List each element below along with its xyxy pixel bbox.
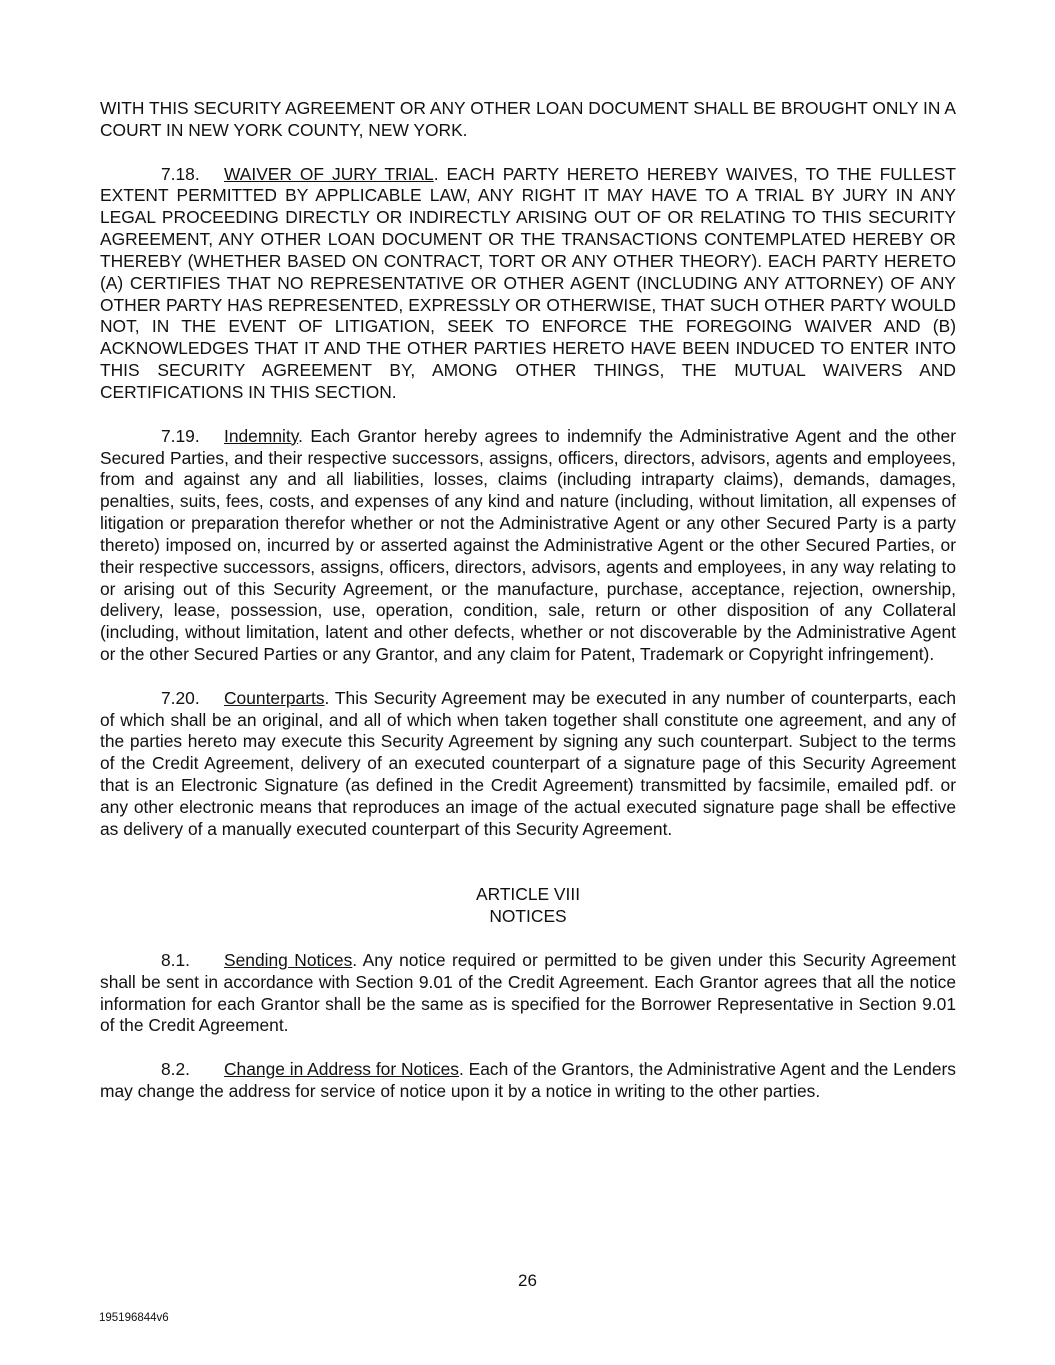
article-title: ARTICLE VIII <box>475 884 581 905</box>
section-8-2 <box>100 1059 956 1103</box>
section-body: . EACH PARTY HERETO HEREBY WAIVES, TO THE FULLEST EXTENT PERMITTED BY APPLICABLE LAW, ANY RIGHT IT MAY HAVE TO A TRIAL BY JURY IN ANY LEGAL PROCEEDING DIRECTLY OR INDIRECTLY ARISING OUT OF OR RELATING TO THIS SECURITY AGREEMENT, ANY OTHER LOAN DOCUMENT OR THE TRANSACTIONS CONTEMPLATED HEREBY OR THEREBY (WHETHER BASED ON CONTRACT, TORT OR ANY OTHER THEORY). EACH PARTY HERETO (A) CERTIFIES THAT NO REPRESENTATIVE OR OTHER AGENT (INCLUDING ANY ATTORNEY) OF ANY OTHER PARTY HAS REPRESENTED, EXPRESSLY OR OTHERWISE, THAT SUCH OTHER PARTY WOULD NOT, IN THE EVENT OF LITIGATION, SEEK TO ENFORCE THE FOREGOING WAIVER AND (B) ACKNOWLEDGES THAT IT AND THE OTHER PARTIES HERETO HAVE BEEN INDUCED TO ENTER INTO THIS SECURITY AGREEMENT BY, AMONG OTHER THINGS, THE MUTUAL WAIVERS AND CERTIFICATIONS IN THIS SECTION. <box>100 163 956 402</box>
section-heading: Change in Address for Notices <box>224 1059 459 1080</box>
document-id: 195196844v6 <box>99 1312 169 1324</box>
section-body: . This Security Agreement may be executed in any number of counterparts, each of which shall be an original, and all of which when taken together shall constitute one agreement, and any of the parties hereto may execute this Security Agreement by signing any such counterpart. Subject to the terms of the Credit Agreement, delivery of an executed counterpart of a signature page of this Security Agreement that is an Electronic Signature (as defined in the Credit Agreement) transmitted by facsimile, emailed pdf. or any other electronic means that reproduces an image of the actual executed signature page shall be effective as delivery of a manually executed counterpart of this Security Agreement. <box>100 687 956 839</box>
continuation-paragraph: WITH THIS SECURITY AGREEMENT OR ANY OTHER LOAN DOCUMENT SHALL BE BROUGHT ONLY IN A COURT IN NEW YORK COUNTY, NEW YORK. <box>100 98 956 140</box>
section-body: . Any notice required or permitted to be given under this Security Agreement shall be sent in accordance with Section 9.01 of the Credit Agreement. Each Grantor agrees that all the notice information for each Grantor shall be the same as is specified for the Borrower Representative in Section 9.01 of the Credit Agreement. <box>100 949 956 1036</box>
section-heading: WAIVER OF JURY TRIAL <box>224 163 434 184</box>
section-number: 7.20. <box>161 687 200 708</box>
section-8-1 <box>100 950 956 1037</box>
section-heading: Indemnity <box>224 425 299 446</box>
section-number: 7.18. <box>161 163 200 184</box>
section-number: 8.2. <box>161 1059 191 1080</box>
section-heading: Counterparts <box>224 687 325 708</box>
section-number: 8.1. <box>161 949 191 970</box>
document-page <box>100 98 956 1103</box>
article-subtitle: NOTICES <box>489 906 567 927</box>
page-number: 26 <box>518 1271 537 1290</box>
section-7-20 <box>100 688 956 841</box>
section-heading: Sending Notices <box>224 949 353 970</box>
section-body: . Each Grantor hereby agrees to indemnify the Administrative Agent and the other Secured Parties, and their respective successors, assigns, officers, directors, advisors, agents and employees, from and against any and all liabilities, losses, claims (including intraparty claims), demands, damages, penalties, suits, fees, costs, and expenses of any kind and nature (including, without limitation, all expenses of litigation or preparation therefor whether or not the Administrative Agent or any other Secured Party is a party thereto) imposed on, incurred by or asserted against the Administrative Agent or the other Secured Parties, or their respective successors, assigns, officers, directors, advisors, agents and employees, in any way relating to or arising out of this Security Agreement, or the manufacture, purchase, acceptance, rejection, ownership, delivery, lease, possession, use, operation, condition, sale, return or other disposition of any Collateral (including, without limitation, latent and other defects, whether or not discoverable by the Administrative Agent or the other Secured Parties or any Grantor, and any claim for Patent, Trademark or Copyright infringement). <box>100 425 956 665</box>
section-body: . Each of the Grantors, the Administrative Agent and the Lenders may change the address for service of notice upon it by a notice in writing to the other parties. <box>100 1059 957 1101</box>
section-7-18 <box>100 164 956 404</box>
section-7-19 <box>100 426 956 666</box>
section-number: 7.19. <box>161 425 200 446</box>
